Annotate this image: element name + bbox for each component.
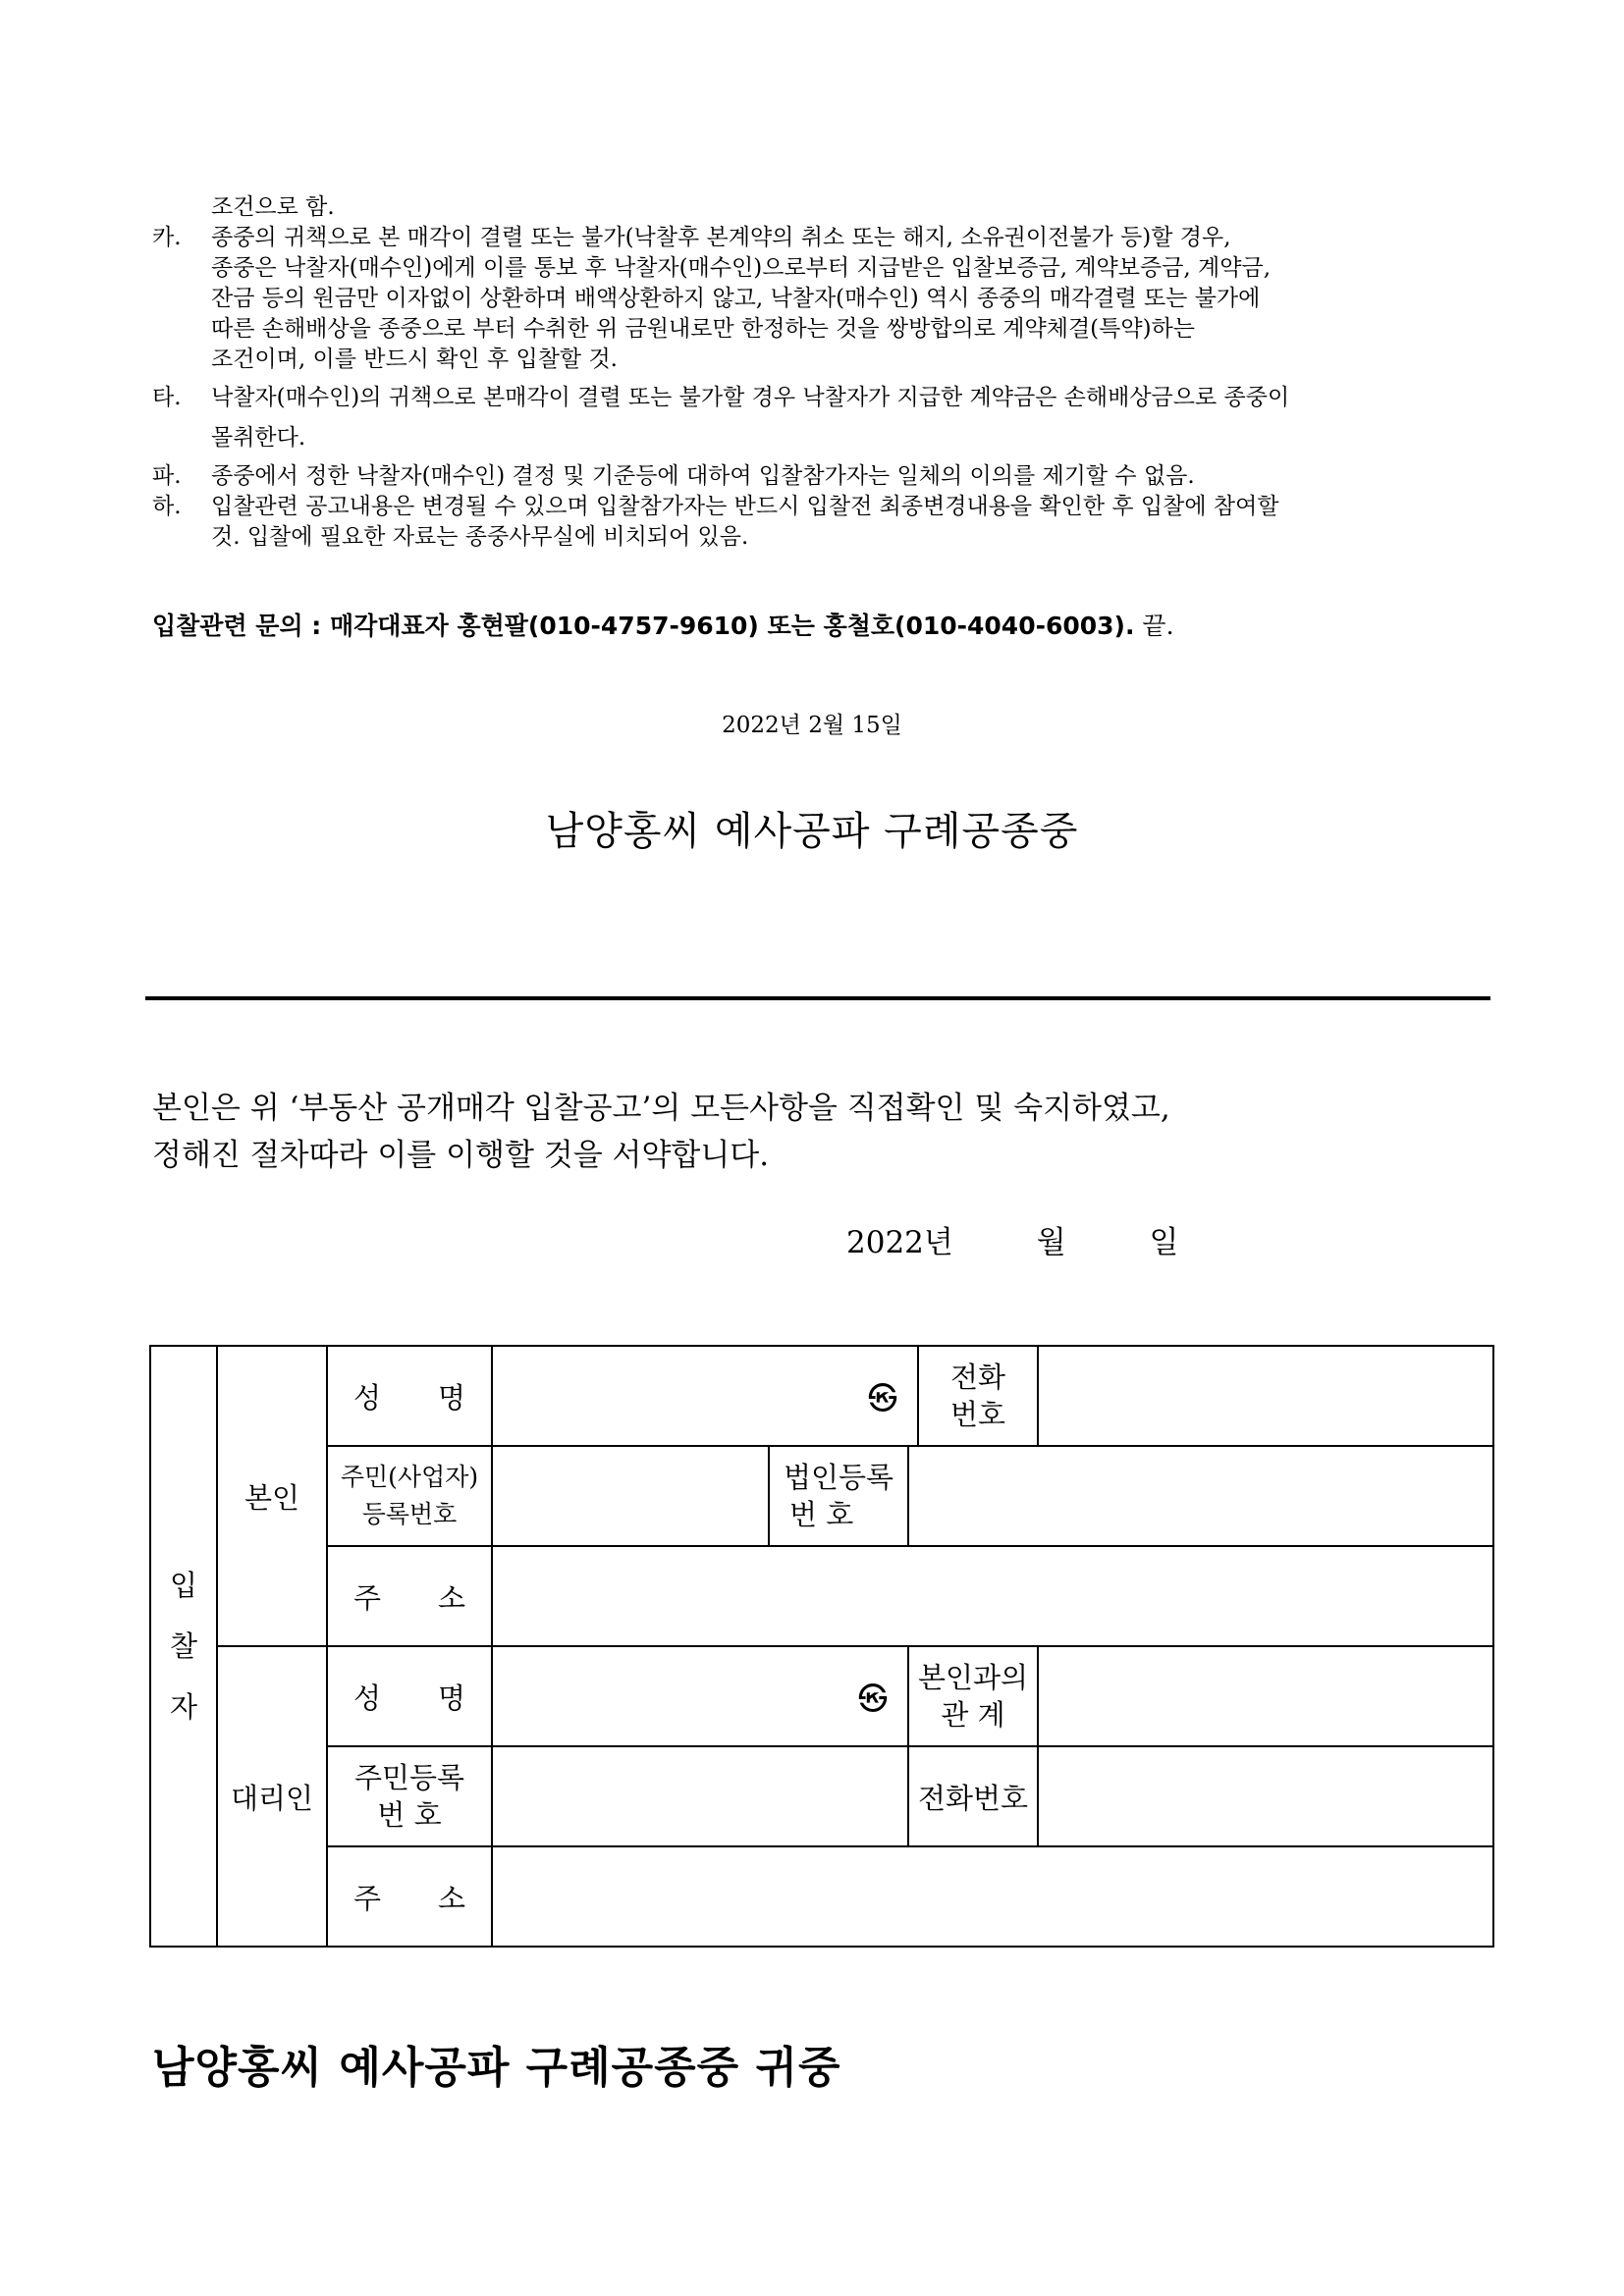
agent-phone-field[interactable] [1038, 1746, 1493, 1846]
agent-resident-number-field[interactable] [492, 1746, 908, 1846]
contact-info: 입찰관련 문의 : 매각대표자 홍현팔(010-4757-9610) 또는 홍철호(010-4040-6003). [152, 612, 1135, 640]
organization-name: 남양홍씨 예사공파 구례공종중 [545, 809, 1079, 854]
resident-number-label: 주민등록 번 호 [327, 1746, 492, 1846]
bidder-form [149, 1345, 1494, 1948]
end-mark: 끝. [1134, 612, 1174, 640]
bidder-label: 입 찰 자 [150, 1346, 217, 1947]
self-address-field[interactable] [492, 1546, 1493, 1646]
corp-reg-number-field[interactable] [908, 1446, 1493, 1546]
relation-label: 본인과의 관 계 [908, 1646, 1038, 1746]
section-divider [145, 996, 1490, 1000]
clause-ta [152, 383, 1497, 454]
contact-line [152, 607, 1174, 642]
seal-mark: ㉿ [868, 1382, 897, 1416]
agent-name-field[interactable] [492, 1646, 908, 1746]
name-label: 성 명 [327, 1646, 492, 1746]
clause-line: 조건으로 함. [211, 194, 335, 220]
clause-marker: 하. [152, 494, 182, 519]
clause-ka [152, 223, 1497, 375]
pledge-statement [152, 1085, 1507, 1179]
clause-marker: 파. [152, 463, 182, 489]
agent-phone-label: 전화번호 [908, 1746, 1038, 1846]
addressee: 남양홍씨 예사공파 구례공종중 귀중 [152, 2043, 841, 2093]
clause-line: 종중의 귀책으로 본 매각이 결렬 또는 불가(낙찰후 본계약의 취소 또는 해지, 소유권이전불가 등)할 경우, [211, 225, 1231, 250]
agent-section-label: 대리인 [217, 1646, 327, 1947]
clause-line: 잔금 등의 원금만 이자없이 상환하며 배액상환하지 않고, 낙찰자(매수인) 역시 종중의 매각결렬 또는 불가에 [211, 286, 1261, 311]
phone-label: 전화 번호 [918, 1346, 1038, 1446]
signature-date [846, 1217, 1178, 1261]
relation-field[interactable] [1038, 1646, 1493, 1746]
clause-line: 입찰관련 공고내용은 변경될 수 있으며 입찰참가자는 반드시 입찰전 최종변경내용을 확인한 후 입찰에 참여할 [211, 494, 1279, 519]
clause-continuation [152, 192, 1497, 223]
clause-marker: 타. [152, 385, 182, 410]
pledge-line: 본인은 위 ‘부동산 공개매각 입찰공고’의 모든사항을 직접확인 및 숙지하였고, [152, 1091, 1170, 1126]
resident-biz-number-label: 주민(사업자) 등록번호 [327, 1446, 492, 1546]
sign-month: 월 [1036, 1225, 1066, 1260]
clause-list [152, 192, 1497, 553]
seal-mark: ㉿ [858, 1682, 888, 1717]
clause-pa [152, 461, 1497, 492]
sign-day: 일 [1149, 1225, 1179, 1260]
self-phone-field[interactable] [1038, 1346, 1493, 1446]
clause-ha [152, 492, 1497, 553]
clause-line: 낙찰자(매수인)의 귀책으로 본매각이 결렬 또는 불가할 경우 낙찰자가 지급한 계약금은 손해배상금으로 종중이 [211, 385, 1290, 410]
self-section-label: 본인 [217, 1346, 327, 1646]
address-label: 주 소 [327, 1546, 492, 1646]
clause-line: 것. 입찰에 필요한 자료는 종중사무실에 비치되어 있음. [211, 524, 749, 550]
clause-marker: 카. [152, 225, 182, 250]
clause-line: 몰취한다. [211, 425, 306, 451]
pledge-line: 정해진 절차따라 이를 이행할 것을 서약합니다. [152, 1138, 770, 1173]
clause-line: 종중에서 정한 낙찰자(매수인) 결정 및 기준등에 대하여 입찰참가자는 일체의 이의를 제기할 수 없음. [211, 463, 1195, 489]
name-label: 성 명 [327, 1346, 492, 1446]
clause-line: 따른 손해배상을 종중으로 부터 수취한 위 금원내로만 한정하는 것을 쌍방합의로 계약체결(특약)하는 [211, 316, 1195, 342]
agent-address-field[interactable] [492, 1846, 1493, 1947]
address-label: 주 소 [327, 1846, 492, 1947]
corp-reg-number-label: 법인등록 번 호 [769, 1446, 908, 1546]
notice-date: 2022년 2월 15일 [722, 713, 902, 738]
sign-year: 2022년 [846, 1225, 953, 1260]
clause-line: 종중은 낙찰자(매수인)에게 이를 통보 후 낙찰자(매수인)으로부터 지급받은 입찰보증금, 계약보증금, 계약금, [211, 255, 1271, 281]
clause-line: 조건이며, 이를 반드시 확인 후 입찰할 것. [211, 347, 618, 372]
resident-biz-number-field[interactable] [492, 1446, 769, 1546]
self-name-field[interactable] [492, 1346, 918, 1446]
